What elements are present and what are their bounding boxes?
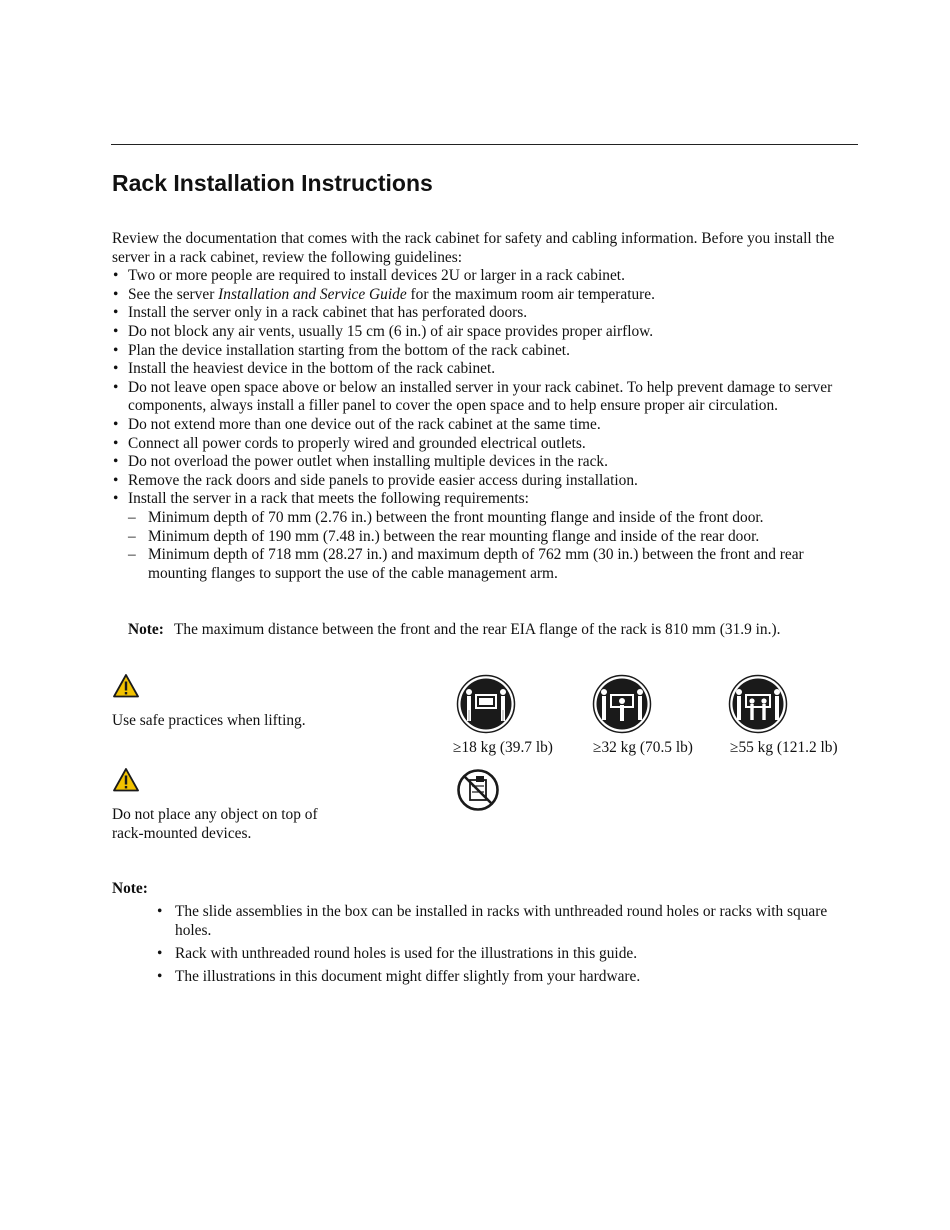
requirement-item: – Minimum depth of 190 mm (7.48 in.) between the rear mounting flange and inside of the rear door. <box>128 528 857 547</box>
guide-title: Installation and Service Guide <box>218 285 407 303</box>
note-item: • The illustrations in this document might differ slightly from your hardware. <box>157 968 857 987</box>
caution-icon <box>112 767 140 793</box>
page-title: Rack Installation Instructions <box>112 170 433 196</box>
weight-label-32kg: ≥32 kg (70.5 lb) <box>593 739 693 756</box>
note-item: • Rack with unthreaded round holes is used for the illustrations in this guide. <box>157 945 857 964</box>
guideline-text: Install the server in a rack that meets the following requirements: <box>128 490 529 508</box>
intro-section <box>112 230 857 583</box>
guideline-text: See the server <box>128 285 219 303</box>
notes-list <box>157 903 857 991</box>
guideline-item: • Do not overload the power outlet when installing multiple devices in the rack. <box>112 453 857 472</box>
four-person-lift-icon <box>728 674 788 734</box>
guideline-item: • Install the heaviest device in the bottom of the rack cabinet. <box>112 360 857 379</box>
guideline-item <box>112 286 857 305</box>
guideline-item: • Do not leave open space above or below an installed server in your rack cabinet. To help prevent damage to server components, always install a filler panel to cover the open space and to help ensure proper air circulation. <box>112 379 857 416</box>
guideline-item <box>112 490 857 583</box>
no-object-on-top-icon <box>456 768 500 812</box>
guideline-item: • Do not block any air vents, usually 15 cm (6 in.) of air space provides proper airflow. <box>112 323 857 342</box>
guideline-item: • Do not extend more than one device out of the rack cabinet at the same time. <box>112 416 857 435</box>
note-text: The maximum distance between the front and the rear EIA flange of the rack is 810 mm (31.9 in.). <box>174 621 781 638</box>
caution-icon <box>112 673 140 699</box>
guideline-item: • Two or more people are required to install devices 2U or larger in a rack cabinet. <box>112 267 857 286</box>
object-caution-line: Do not place any object on top of <box>112 806 318 823</box>
three-person-lift-icon <box>592 674 652 734</box>
guidelines-list <box>112 267 857 583</box>
guideline-item: • Connect all power cords to properly wired and grounded electrical outlets. <box>112 435 857 454</box>
guideline-text: for the maximum room air temperature. <box>406 285 655 303</box>
lifting-caution-text: Use safe practices when lifting. <box>112 712 306 729</box>
guideline-item: • Install the server only in a rack cabinet that has perforated doors. <box>112 304 857 323</box>
two-person-lift-icon <box>456 674 516 734</box>
object-caution-text <box>112 805 318 843</box>
note-label: Note: <box>112 880 148 897</box>
rack-depth-note <box>128 621 858 640</box>
guideline-item: • Remove the rack doors and side panels to provide easier access during installation. <box>112 472 857 491</box>
note-label: Note: <box>128 621 164 638</box>
object-caution-line: rack-mounted devices. <box>112 825 252 842</box>
header-rule <box>111 144 858 145</box>
guideline-item: • Plan the device installation starting from the bottom of the rack cabinet. <box>112 342 857 361</box>
note-item: • The slide assemblies in the box can be installed in racks with unthreaded round holes or racks with square holes. <box>157 903 857 940</box>
weight-label-55kg: ≥55 kg (121.2 lb) <box>730 739 838 756</box>
weight-label-18kg: ≥18 kg (39.7 lb) <box>453 739 553 756</box>
intro-paragraph: Review the documentation that comes with the rack cabinet for safety and cabling information. Before you install the server in a rack cabinet, review the following guidelines: <box>112 230 835 266</box>
requirements-list <box>128 509 857 583</box>
requirement-item: – Minimum depth of 70 mm (2.76 in.) between the front mounting flange and inside of the front door. <box>128 509 857 528</box>
requirement-item: – Minimum depth of 718 mm (28.27 in.) and maximum depth of 762 mm (30 in.) between the front and rear mounting flanges to support the use of the cable management arm. <box>128 546 857 583</box>
